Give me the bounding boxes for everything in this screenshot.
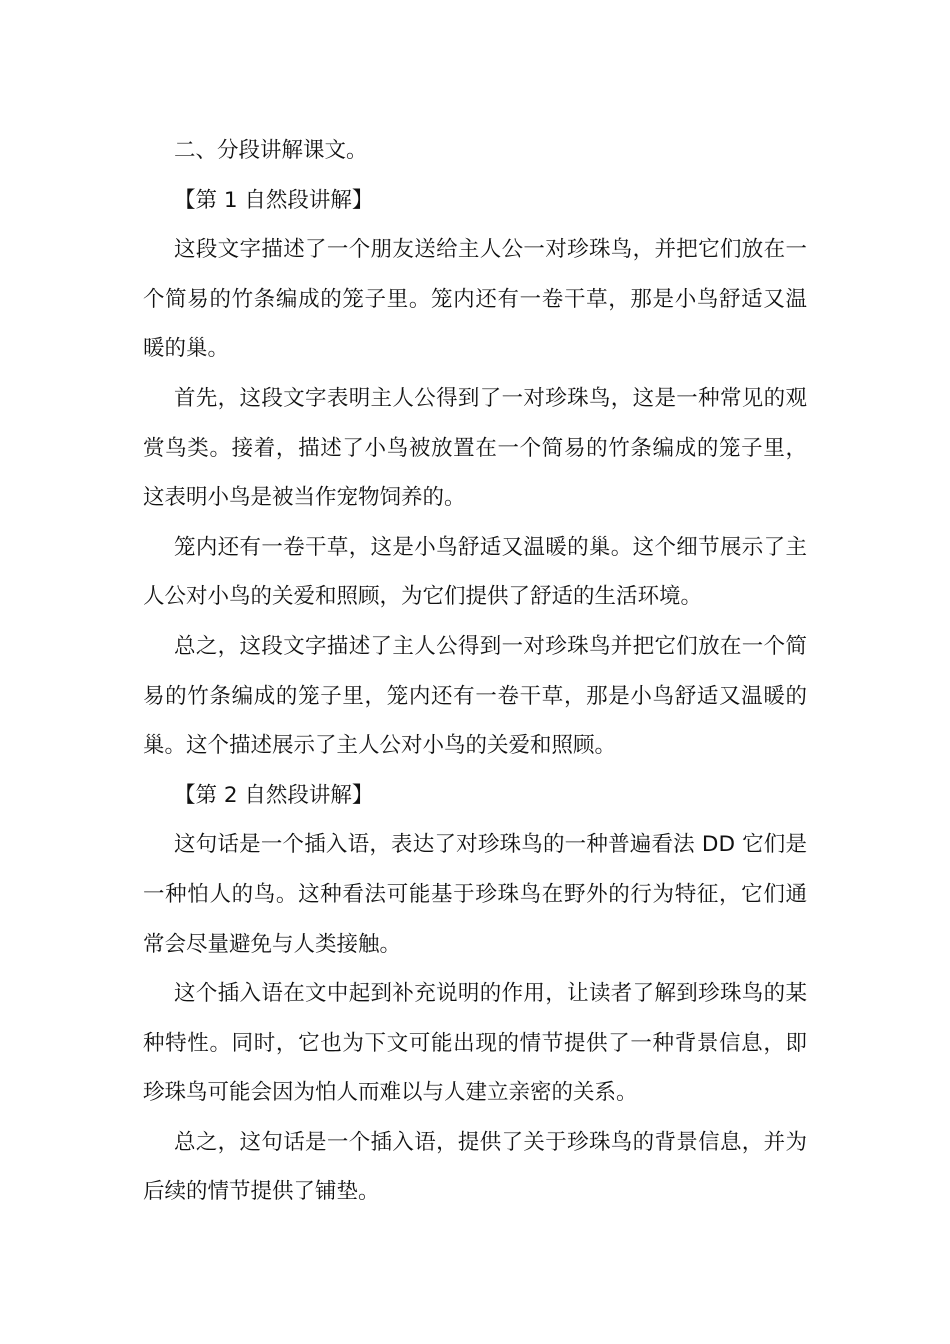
section-title: 二、分段讲解课文。 — [174, 138, 368, 163]
part1-paragraph-3: 笼内还有一卷干草，这是小鸟舒适又温暖的巢。这个细节展示了主人公对小鸟的关爱和照顾，为它们提供了舒适的生活环境。 — [143, 534, 807, 610]
part2-heading: 【第 2 自然段讲解】 — [174, 782, 374, 808]
part1-paragraph-1: 这段文字描述了一个朋友送给主人公一对珍珠鸟，并把它们放在一个简易的竹条编成的笼子里。笼内还有一卷干草，那是小鸟舒适又温暖的巢。 — [143, 237, 807, 362]
part1-paragraph-2: 首先，这段文字表明主人公得到了一对珍珠鸟，这是一种常见的观赏鸟类。接着，描述了小鸟被放置在一个简易的竹条编成的笼子里，这表明小鸟是被当作宠物饲养的。 — [143, 385, 807, 511]
part2-paragraph-2: 这个插入语在文中起到补充说明的作用，让读者了解到珍珠鸟的某种特性。同时，它也为下文可能出现的情节提供了一种背景信息，即珍珠鸟可能会因为怕人而难以与人建立亲密的关系。 — [143, 981, 807, 1106]
part2-paragraph-1: 这句话是一个插入语，表达了对珍珠鸟的一种普遍看法 DD 它们是一种怕人的鸟。这种看法可能基于珍珠鸟在野外的行为特征，它们通常会尽量避免与人类接触。 — [143, 832, 807, 957]
part1-paragraph-4: 总之，这段文字描述了主人公得到一对珍珠鸟并把它们放在一个简易的竹条编成的笼子里，笼内还有一卷干草，那是小鸟舒适又温暖的巢。这个描述展示了主人公对小鸟的关爱和照顾。 — [143, 633, 807, 759]
part1-heading: 【第 1 自然段讲解】 — [174, 187, 374, 213]
document-page — [143, 126, 807, 1217]
part2-paragraph-3: 总之，这句话是一个插入语，提供了关于珍珠鸟的背景信息，并为后续的情节提供了铺垫。 — [143, 1129, 807, 1205]
